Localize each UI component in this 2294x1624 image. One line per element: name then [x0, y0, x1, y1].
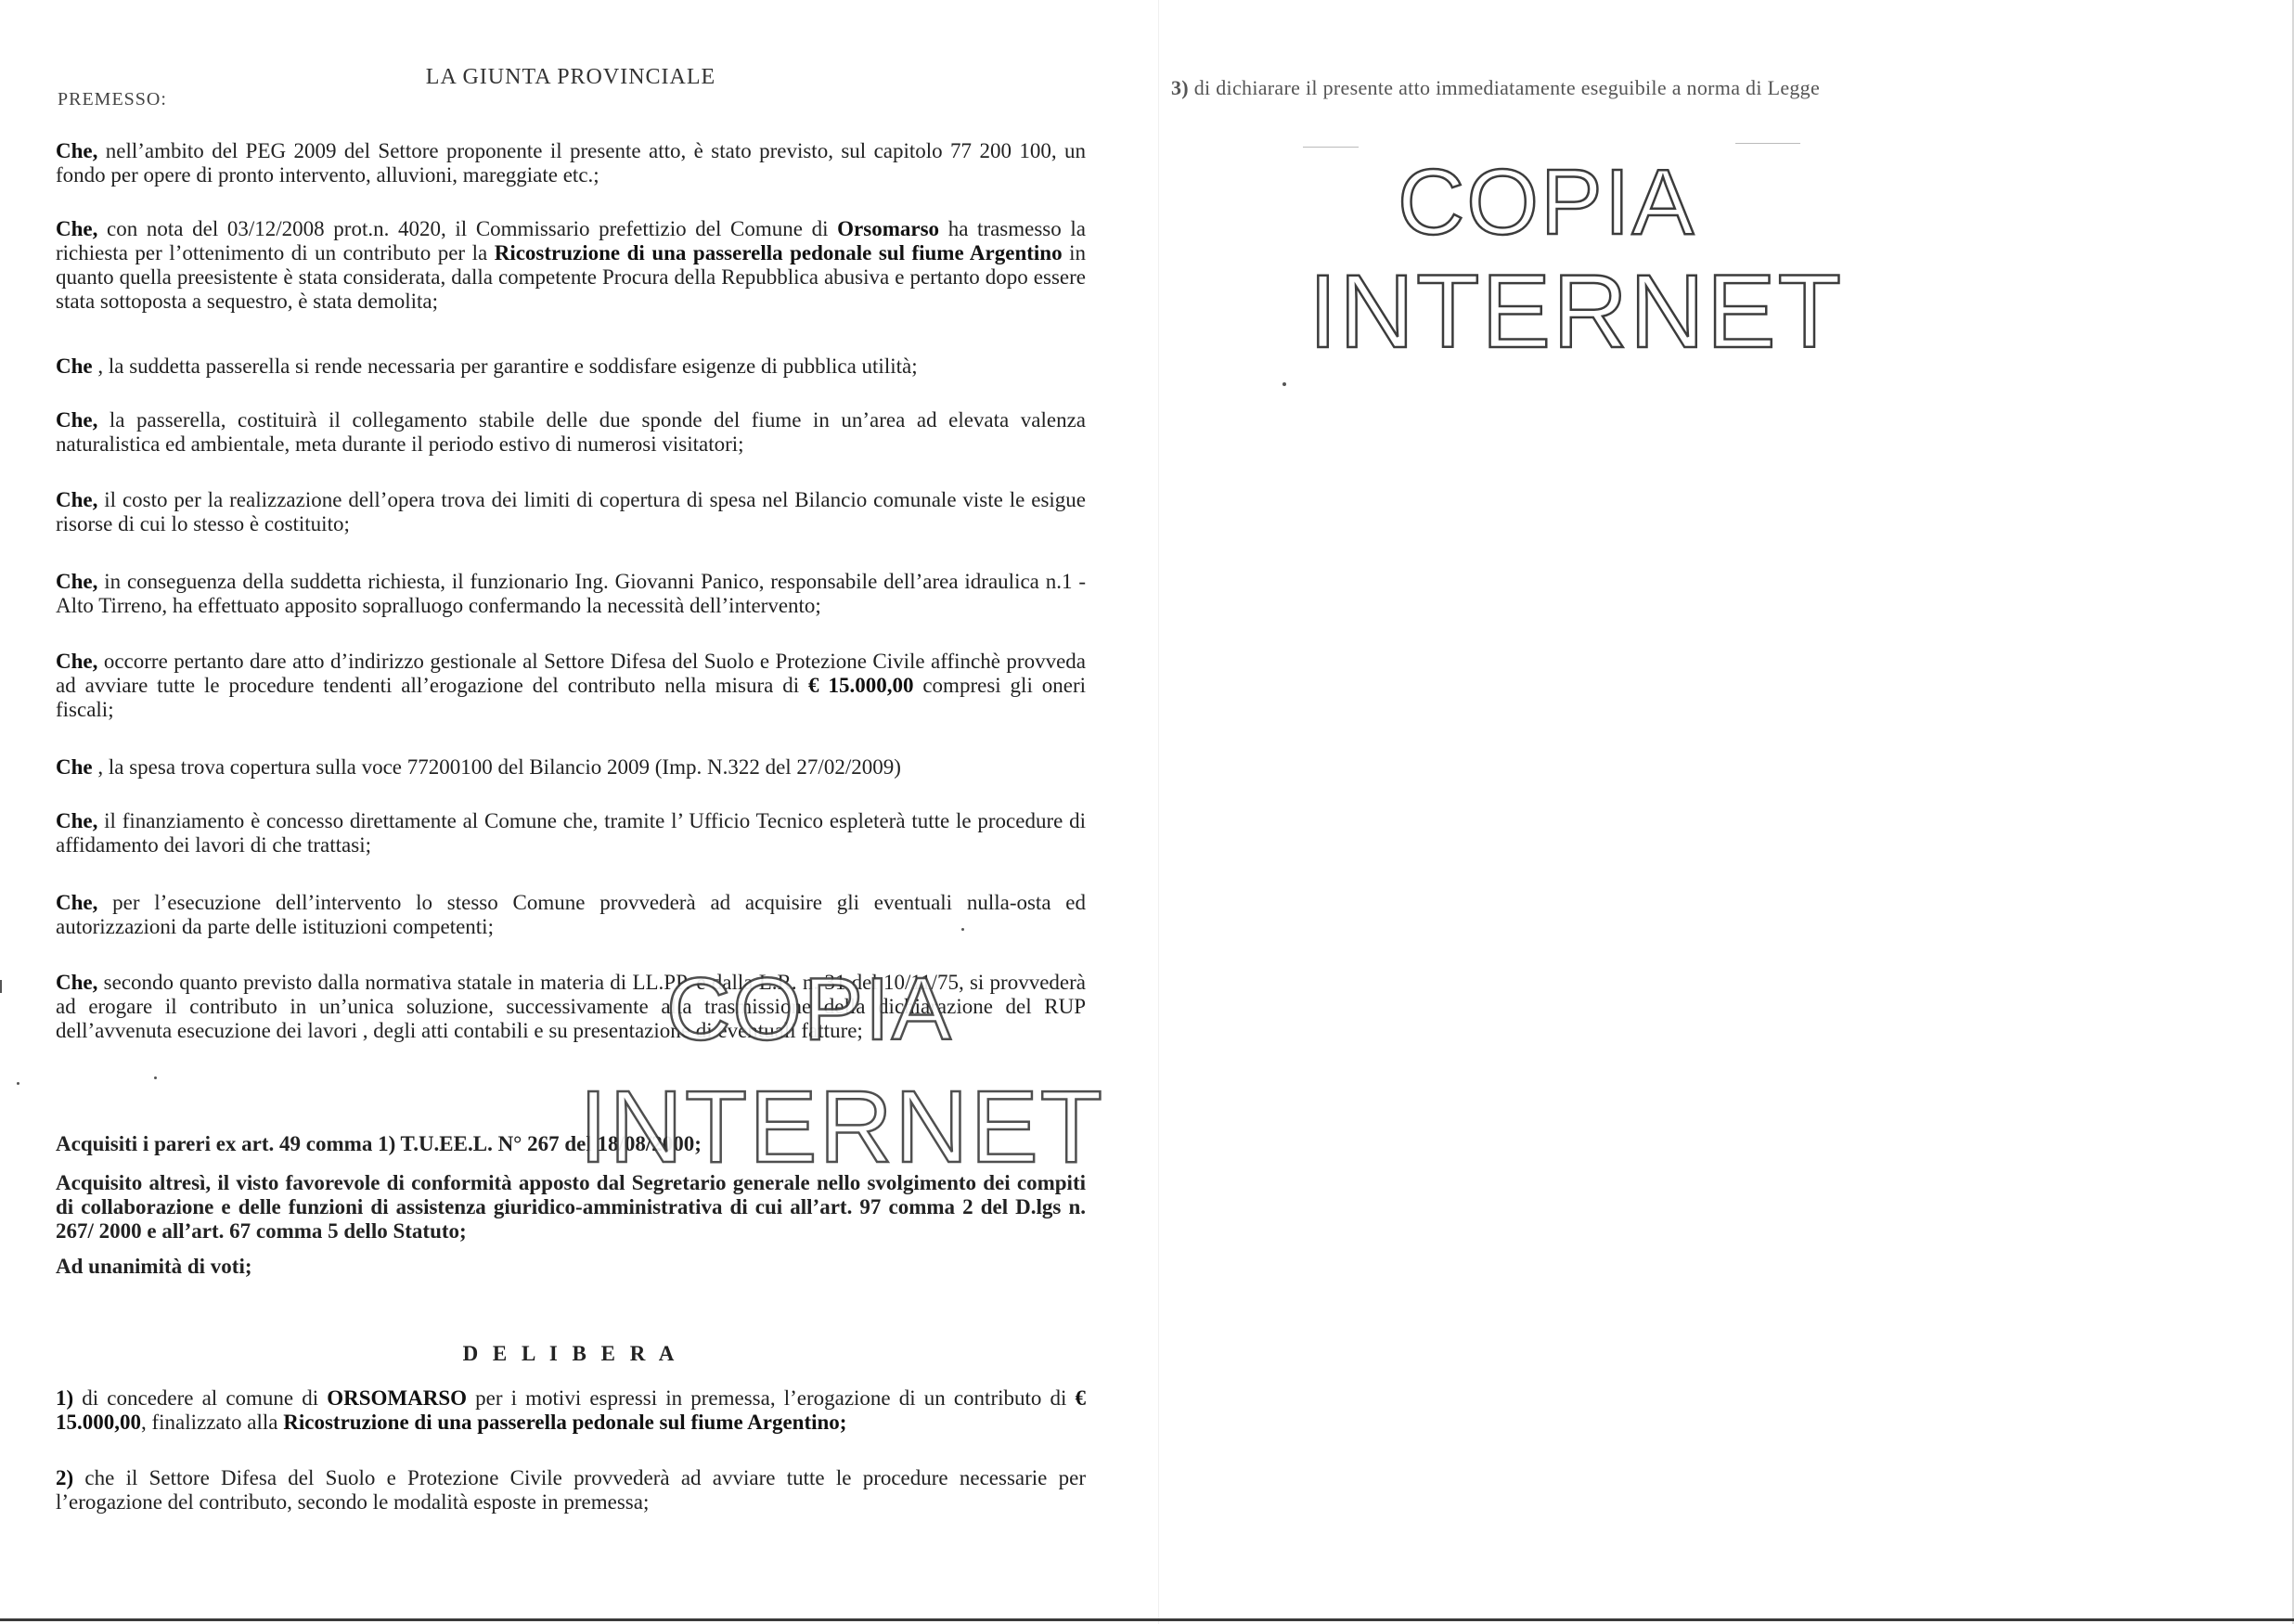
premise-6: Che, in conseguenza della suddetta richiesta, il funzionario Ing. Giovanni Panico, responsabile dell’area idraulica n.1 - Alto Tirreno, ha effettuato apposito sopralluogo confermando la necessità dell’intervento;	[56, 570, 1086, 617]
premise-9: Che, il finanziamento è concesso direttamente al Comune che, tramite l’ Ufficio Tecnico espleterà tutte le procedure di affidamento dei lavori di che trattasi;	[56, 809, 1086, 857]
premise-11: Che, secondo quanto previsto dalla normativa statale in materia di LL.PP. e dalla L.R. n. 31 del 10/11/75, si provvederà ad erogare il contributo in un’unica soluzione, successivamente alla trasmissione della dichiarazione del RUP dell’avvenuta esecuzione dei lavori , degli atti contabili e su presentazione di eventuali fatture;	[56, 971, 1086, 1042]
delibera-item-1: 1) di concedere al comune di ORSOMARSO per i motivi espressi in premessa, l’erogazione di un contributo di € 15.000,00, finalizzato alla Ricostruzione di una passerella pedonale sul fiume Argentino;	[56, 1386, 1087, 1434]
scan-artifact	[1303, 147, 1359, 148]
page-edge-bottom	[0, 1618, 2294, 1621]
acquisito-visto: Acquisito altresì, il visto favorevole di conformità apposto dal Segretario generale nello svolgimento dei compiti di collaborazione e delle funzioni di assistenza giuridico-amministrativa di cui all’art. 97 comma 2 del D.lgs n. 267/ 2000 e all’art. 67 comma 5 dello Statuto;	[56, 1171, 1086, 1243]
premise-8: Che , la spesa trova copertura sulla voce 77200100 del Bilancio 2009 (Imp. N.322 del 27/02/2009)	[56, 755, 901, 779]
document-heading: LA GIUNTA PROVINCIALE	[425, 65, 716, 89]
delibera-item-2: 2) che il Settore Difesa del Suolo e Protezione Civile provvederà ad avviare tutte le procedure necessarie per l’erogazione del contributo, secondo le modalità esposte in premessa;	[56, 1466, 1086, 1514]
page-fold	[1158, 0, 1159, 1624]
scan-speck	[17, 1082, 19, 1085]
copia-stamp: COPIA	[1398, 150, 1696, 254]
premise-2: Che, con nota del 03/12/2008 prot.n. 4020, il Commissario prefettizio del Comune di Orsomarso ha trasmesso la richiesta per l’ottenimento di un contributo per la Ricostruzione di una passerella pedonale sul fiume Argentino in quanto quella preesistente è stata considerata, dalla competente Procura della Repubblica abusiva e pertanto dopo essere stata sottoposta a sequestro, è stata demolita;	[56, 217, 1087, 313]
unanimita: Ad unanimità di voti;	[56, 1255, 252, 1278]
delibera-title: D E L I B E R A	[462, 1342, 679, 1365]
scan-speck	[0, 980, 2, 993]
acquisiti-pareri: Acquisiti i pareri ex art. 49 comma 1) T.U.EE.L. N° 267 del 18/08/2000;	[56, 1132, 702, 1155]
internet-stamp-overlay: INTERNET	[579, 1070, 1104, 1184]
premise-3: Che , la suddetta passerella si rende necessaria per garantire e soddisfare esigenze di pubblica utilità;	[56, 354, 918, 378]
premise-4: Che, la passerella, costituirà il collegamento stabile delle due sponde del fiume in un’area ad elevata valenza naturalistica ed ambientale, meta durante il periodo estivo di numerosi visitatori;	[56, 408, 1086, 456]
premesso-label: PREMESSO:	[58, 89, 167, 110]
scan-speck	[154, 1076, 157, 1079]
delibera-item-3: 3) di dichiarare il presente atto immediatamente eseguibile a norma di Legge	[1171, 76, 1821, 99]
scan-speck	[1282, 382, 1286, 386]
internet-stamp: INTERNET	[1308, 253, 1843, 369]
premise-1: Che, nell’ambito del PEG 2009 del Settore proponente il presente atto, è stato previsto, sul capitolo 77 200 100, un fondo per opere di pronto intervento, alluvioni, mareggiate etc.;	[56, 139, 1086, 187]
copia-stamp-overlay: COPIA	[666, 960, 953, 1059]
premise-5: Che, il costo per la realizzazione dell’opera trova dei limiti di copertura di spesa nel Bilancio comunale viste le esigue risorse di cui lo stesso è costituito;	[56, 488, 1086, 535]
premise-10: Che, per l’esecuzione dell’intervento lo stesso Comune provvederà ad acquisire gli eventuali nulla-osta ed autorizzazioni da parte delle istituzioni competenti;	[56, 891, 1086, 938]
scan-artifact	[1735, 143, 1800, 144]
premise-7: Che, occorre pertanto dare atto d’indirizzo gestionale al Settore Difesa del Suolo e Protezione Civile affinchè provveda ad avviare tutte le procedure tendenti all’erogazione del contributo nella misura di € 15.000,00 compresi gli oneri fiscali;	[56, 650, 1086, 721]
scan-speck	[961, 928, 964, 931]
